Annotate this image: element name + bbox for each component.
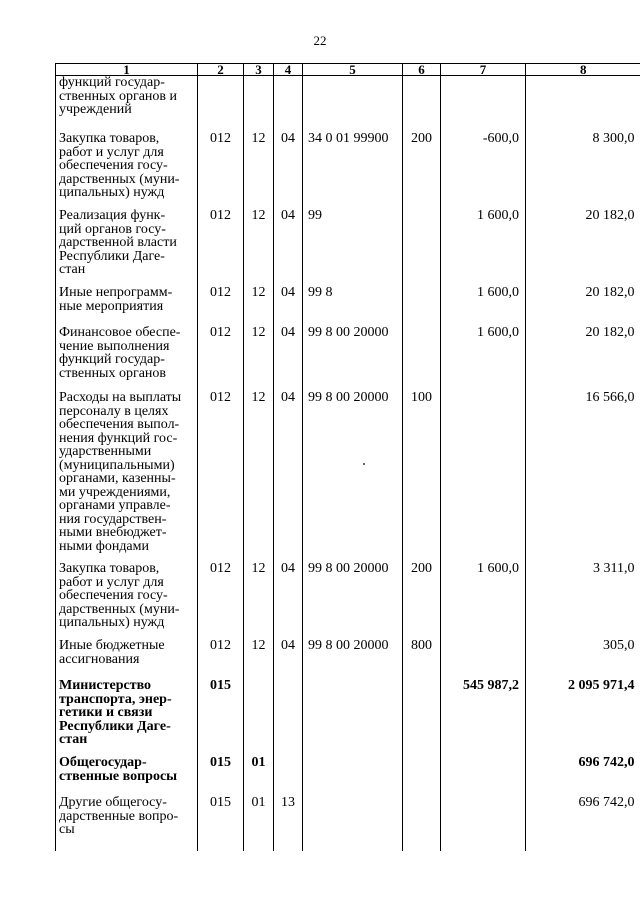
expense-type-cell: 800 (403, 639, 441, 679)
expense-type-cell: 200 (403, 562, 441, 639)
admin-code-cell: 012 (198, 562, 244, 639)
section-cell: 01 (244, 756, 274, 796)
table-row (56, 562, 640, 639)
row-name-cell (56, 76, 198, 133)
table-row (56, 76, 640, 133)
row-name-text: Общегосудар- ственные вопросы (59, 755, 178, 784)
admin-code-cell: 012 (198, 326, 244, 391)
subsection-cell: 04 (274, 326, 303, 391)
amount-total-cell: 3 311,0 (526, 562, 640, 639)
row-name-text: функций государ- ственных органов и учреждений (59, 75, 178, 117)
row-name-cell (56, 756, 198, 796)
column-header-8: 8 (526, 64, 640, 76)
row-name-text: Закупка товаров, работ и услуг для обеспечения госу- дарственных (муни- ципальных) нужд (59, 561, 180, 630)
column-header-5: 5 (303, 64, 403, 76)
table-row (56, 679, 640, 756)
expense-type-cell (403, 796, 441, 851)
amount-total-cell: 696 742,0 (526, 756, 640, 796)
table-row (56, 796, 640, 851)
subsection-cell: 04 (274, 209, 303, 286)
section-cell: 12 (244, 209, 274, 286)
row-name-cell (56, 562, 198, 639)
subsection-cell: 13 (274, 796, 303, 851)
subsection-cell: 04 (274, 391, 303, 562)
amount-total-cell: 20 182,0 (526, 286, 640, 326)
table-row (56, 286, 640, 326)
table-row (56, 132, 640, 209)
section-cell (244, 679, 274, 756)
amount-total-cell: 20 182,0 (526, 209, 640, 286)
row-name-text: Другие общегосу- дарственные вопро- сы (59, 795, 179, 837)
row-name-cell (56, 326, 198, 391)
page-number: 22 (313, 33, 327, 48)
column-header-3: 3 (244, 64, 274, 76)
header-row (56, 64, 640, 76)
amount-total-cell: 696 742,0 (526, 796, 640, 851)
table-row (56, 391, 640, 562)
row-name-text: Иные бюджетные ассигнования (59, 638, 165, 667)
target-article-cell: 99 8 00 20000 (303, 391, 403, 562)
amount-change-cell: 1 600,0 (441, 286, 526, 326)
amount-change-cell: 1 600,0 (441, 326, 526, 391)
row-name-cell (56, 209, 198, 286)
amount-total-cell: 20 182,0 (526, 326, 640, 391)
expense-type-cell (403, 679, 441, 756)
admin-code-cell: 012 (198, 209, 244, 286)
table-row (56, 326, 640, 391)
column-header-1: 1 (56, 64, 198, 76)
budget-table (55, 63, 640, 851)
subsection-cell (274, 76, 303, 133)
amount-change-cell (441, 756, 526, 796)
table-row (56, 639, 640, 679)
section-cell: 12 (244, 639, 274, 679)
expense-type-cell (403, 326, 441, 391)
amount-total-cell: 305,0 (526, 639, 640, 679)
row-name-cell (56, 286, 198, 326)
amount-change-cell: -600,0 (441, 132, 526, 209)
table-row (56, 756, 640, 796)
amount-change-cell (441, 639, 526, 679)
expense-type-cell (403, 286, 441, 326)
expense-type-cell (403, 756, 441, 796)
subsection-cell: 04 (274, 562, 303, 639)
amount-change-cell: 1 600,0 (441, 209, 526, 286)
admin-code-cell (198, 76, 244, 133)
subsection-cell (274, 756, 303, 796)
amount-total-cell (526, 76, 640, 133)
row-name-text: Реализация функ- ций органов госу- дарственной власти Республики Даге- стан (59, 208, 177, 277)
admin-code-cell: 012 (198, 132, 244, 209)
expense-type-cell: 200 (403, 132, 441, 209)
admin-code-cell: 012 (198, 391, 244, 562)
admin-code-cell: 012 (198, 639, 244, 679)
target-article-cell (303, 796, 403, 851)
column-header-4: 4 (274, 64, 303, 76)
amount-change-cell (441, 796, 526, 851)
row-name-text: Расходы на выплаты персоналу в целях обеспечения выпол- нения функций гос- ударственными (муниципальными) органами, казенны- ми учреждениями, органами управле- ния государствен- ными внебюджет- ными фондами (59, 390, 182, 554)
row-name-cell (56, 679, 198, 756)
scan-speck (363, 463, 365, 465)
admin-code-cell: 015 (198, 679, 244, 756)
section-cell: 12 (244, 326, 274, 391)
target-article-cell (303, 756, 403, 796)
row-name-cell (56, 639, 198, 679)
amount-total-cell: 8 300,0 (526, 132, 640, 209)
row-name-cell (56, 796, 198, 851)
column-header-2: 2 (198, 64, 244, 76)
amount-total-cell: 16 566,0 (526, 391, 640, 562)
table-row (56, 209, 640, 286)
expense-type-cell (403, 209, 441, 286)
target-article-cell (303, 76, 403, 133)
target-article-cell (303, 679, 403, 756)
section-cell (244, 76, 274, 133)
target-article-cell: 99 8 00 20000 (303, 562, 403, 639)
target-article-cell: 99 8 (303, 286, 403, 326)
section-cell: 12 (244, 391, 274, 562)
subsection-cell: 04 (274, 132, 303, 209)
amount-change-cell (441, 76, 526, 133)
row-name-text: Финансовое обеспе- чение выполнения функций государ- ственных органов (59, 325, 181, 381)
amount-change-cell: 545 987,2 (441, 679, 526, 756)
row-name-text: Иные непрограмм- ные мероприятия (59, 285, 173, 314)
admin-code-cell: 015 (198, 796, 244, 851)
subsection-cell: 04 (274, 286, 303, 326)
admin-code-cell: 012 (198, 286, 244, 326)
amount-change-cell (441, 391, 526, 562)
row-name-text: Министерство транспорта, энер- гетики и связи Республики Даге- стан (59, 678, 172, 747)
expense-type-cell: 100 (403, 391, 441, 562)
subsection-cell: 04 (274, 639, 303, 679)
section-cell: 12 (244, 562, 274, 639)
section-cell: 12 (244, 132, 274, 209)
row-name-cell (56, 391, 198, 562)
target-article-cell: 99 8 00 20000 (303, 639, 403, 679)
column-header-6: 6 (403, 64, 441, 76)
target-article-cell: 34 0 01 99900 (303, 132, 403, 209)
subsection-cell (274, 679, 303, 756)
amount-change-cell: 1 600,0 (441, 562, 526, 639)
column-header-7: 7 (441, 64, 526, 76)
expense-type-cell (403, 76, 441, 133)
row-name-text: Закупка товаров, работ и услуг для обеспечения госу- дарственных (муни- ципальных) нужд (59, 131, 180, 200)
amount-total-cell: 2 095 971,4 (526, 679, 640, 756)
admin-code-cell: 015 (198, 756, 244, 796)
section-cell: 01 (244, 796, 274, 851)
target-article-cell: 99 8 00 20000 (303, 326, 403, 391)
section-cell: 12 (244, 286, 274, 326)
target-article-cell: 99 (303, 209, 403, 286)
row-name-cell (56, 132, 198, 209)
